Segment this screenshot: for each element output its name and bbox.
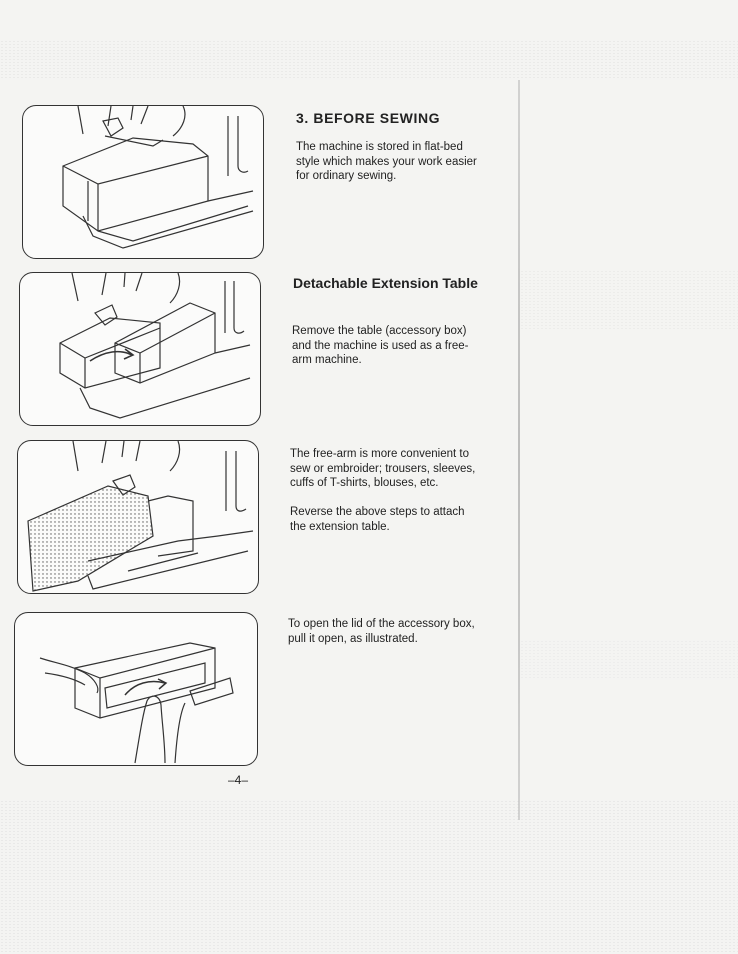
- section-heading: 3. BEFORE SEWING: [296, 110, 441, 126]
- illustration-open-accessory-box: [14, 612, 258, 766]
- reverse-steps-paragraph: Reverse the above steps to attach the extension table.: [290, 506, 465, 533]
- scan-noise-right: [520, 270, 738, 330]
- page-number: –4–: [228, 773, 249, 787]
- extension-table-heading: Detachable Extension Table: [293, 275, 478, 291]
- free-arm-paragraph: The free-arm is more convenient to sew or embroider; trousers, sleeves, cuffs of T-shirts, blouses, etc.: [290, 448, 476, 489]
- illustration-free-arm-sewing: [17, 440, 259, 594]
- accessory-box-paragraph: To open the lid of the accessory box, pull it open, as illustrated.: [288, 618, 475, 645]
- illustration-remove-table: [19, 272, 261, 426]
- scan-noise-right-lower: [520, 640, 738, 680]
- scan-noise-top: [0, 40, 738, 80]
- remove-table-paragraph: Remove the table (accessory box) and the machine is used as a free-arm machine.: [292, 325, 469, 366]
- page-edge: [518, 80, 520, 820]
- intro-paragraph: The machine is stored in flat-bed style which makes your work easier for ordinary sewing.: [296, 141, 477, 182]
- illustration-flat-bed-machine: [22, 105, 264, 259]
- scan-noise-bottom: [0, 800, 738, 954]
